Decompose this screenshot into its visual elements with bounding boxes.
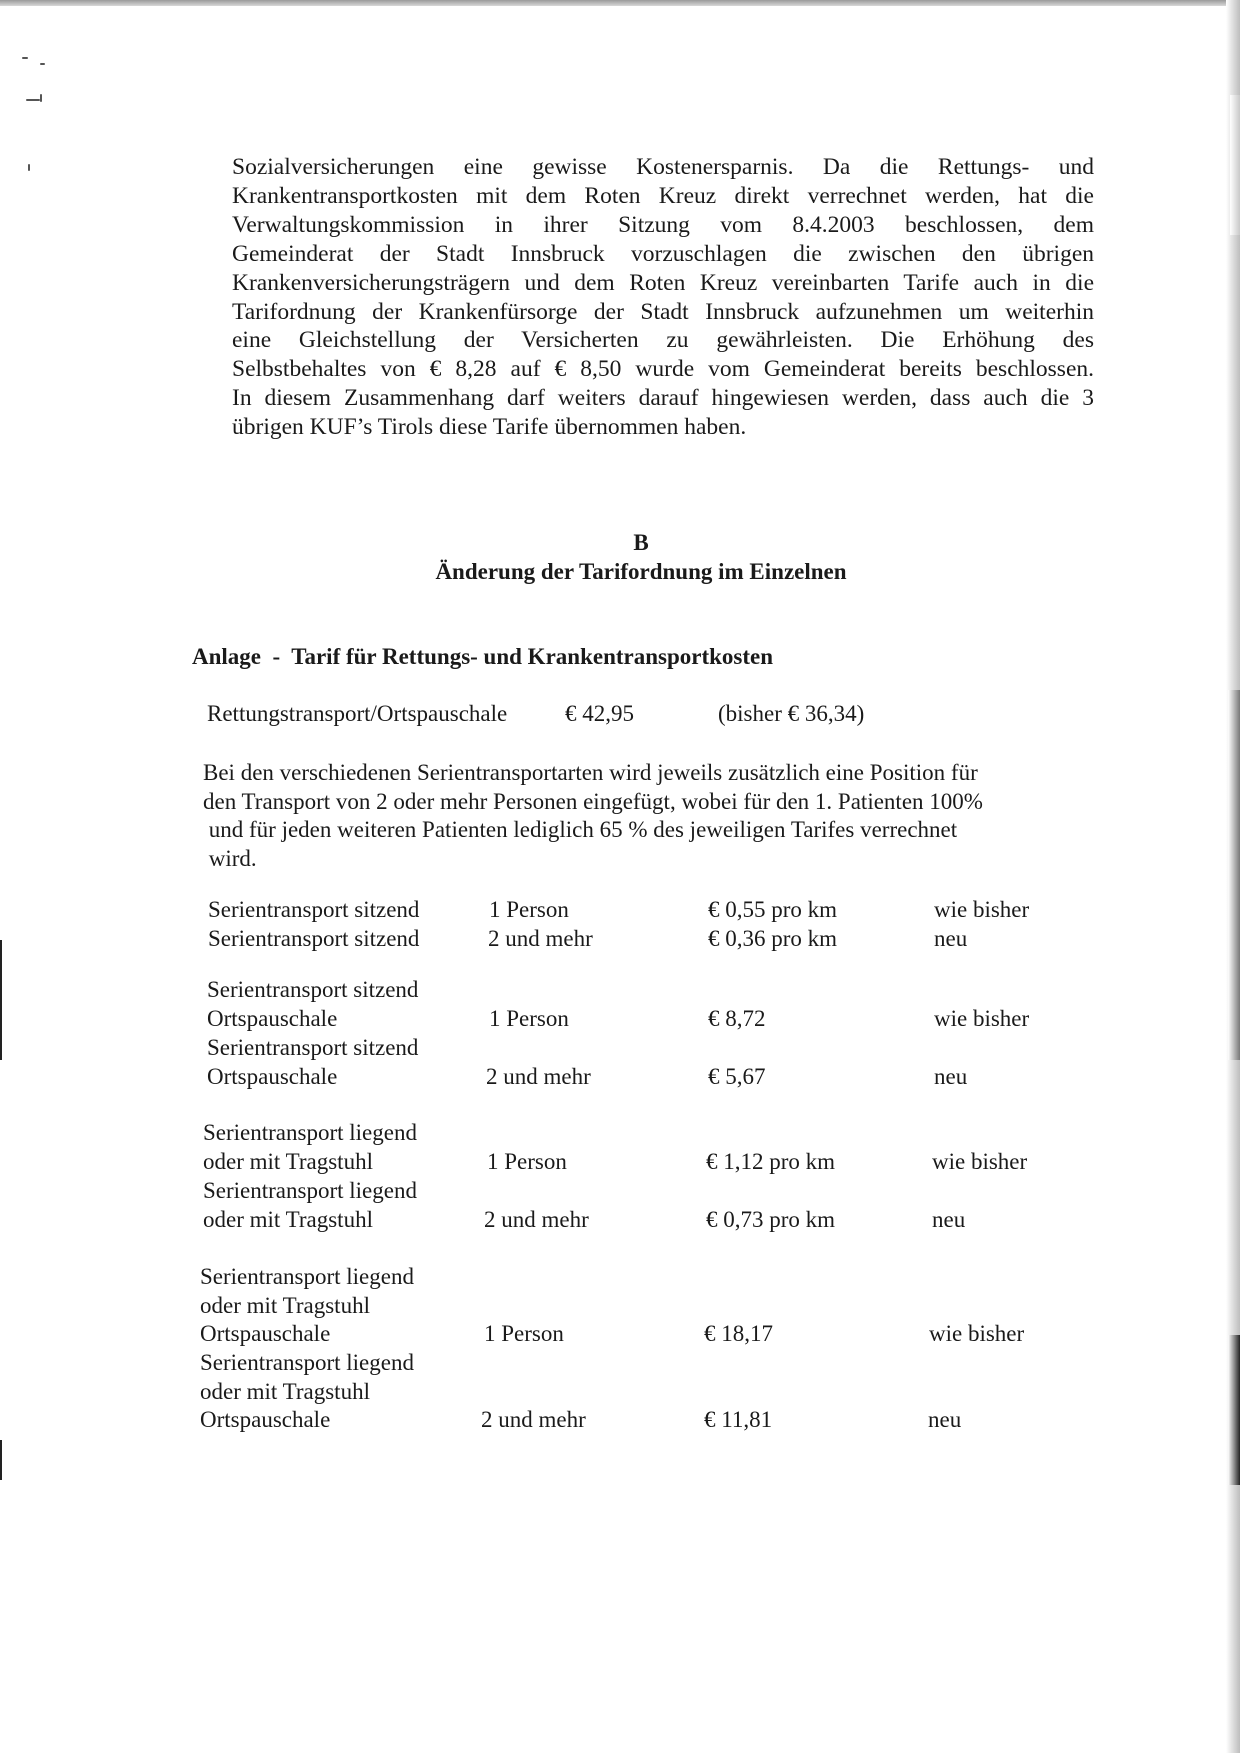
row-label-line: oder mit Tragstuhl	[200, 1292, 370, 1318]
scan-shadow-right-middle	[1228, 690, 1240, 1060]
row-label-line: Serientransport liegend	[200, 1350, 414, 1375]
row-label	[200, 1349, 414, 1435]
row-label-line: Serientransport liegend	[203, 1178, 417, 1203]
body-paragraph	[232, 153, 1094, 442]
paragraph-line: Tarifordnung der Krankenfürsorge der Stadt Innsbruck aufzunehmen um weiterhin	[232, 298, 1094, 325]
scan-speck	[40, 63, 45, 65]
row-status: neu	[932, 1207, 966, 1232]
paragraph-line: Gemeinderat der Stadt Innsbruck vorzuschlagen die zwischen den übrigen	[232, 240, 1094, 267]
row-price: € 11,81	[704, 1407, 773, 1432]
intro-line: den Transport von 2 oder mehr Personen eingefügt, wobei für den 1. Patienten 100%	[203, 788, 983, 814]
row-label-line: oder mit Tragstuhl	[203, 1148, 373, 1174]
row-label	[200, 1263, 414, 1349]
paragraph-line: Krankenversicherungsträgern und dem Roten Kreuz vereinbarten Tarife auch in die	[232, 269, 1094, 296]
paragraph-line: Krankentransportkosten mit dem Roten Kreuz direkt verrechnet werden, hat die	[232, 182, 1094, 209]
row-price: € 0,73 pro km	[706, 1207, 836, 1232]
row-price: € 0,36 pro km	[708, 926, 838, 951]
row-persons: 1 Person	[487, 1149, 567, 1174]
row-label	[207, 976, 418, 1033]
intro-line: und für jeden weiteren Patienten lediglich 65 % des jeweiligen Tarifes verrechnet	[203, 817, 958, 842]
intro-paragraph	[203, 759, 1083, 873]
row-persons: 1 Person	[484, 1321, 564, 1346]
row-label-line: Ortspauschale	[200, 1407, 331, 1433]
row-label-line: Serientransport liegend	[200, 1264, 414, 1289]
row-label-line: oder mit Tragstuhl	[200, 1378, 370, 1404]
row-label-line: Ortspauschale	[200, 1321, 331, 1347]
scan-shadow-right-bottom	[1228, 1335, 1240, 1485]
scan-line-left-1	[0, 940, 2, 1060]
row-label	[208, 925, 419, 954]
row-status: wie bisher	[934, 897, 1030, 922]
intro-line: Bei den verschiedenen Serientransportarten wird jeweils zusätzlich eine Position für	[203, 760, 978, 785]
row-label-line: Ortspauschale	[207, 1005, 338, 1031]
row-status: neu	[934, 1064, 968, 1089]
row-label-line: Serientransport sitzend	[207, 1035, 419, 1060]
row-label-line: Serientransport liegend	[203, 1120, 417, 1145]
row-label	[208, 896, 419, 925]
row-status: wie bisher	[932, 1149, 1028, 1174]
row-price: € 8,72	[708, 1006, 766, 1031]
section-title: Änderung der Tarifordnung im Einzelnen	[435, 559, 847, 584]
paragraph-line: In diesem Zusammenhang darf weiters darauf hingewiesen werden, dass auch die 3	[232, 385, 1094, 412]
paragraph-line: übrigen KUF’s Tirols diese Tarife übernommen haben.	[232, 414, 747, 441]
rettung-previous-price: (bisher € 36,34)	[718, 701, 865, 726]
scan-line-left-2	[0, 1440, 2, 1480]
row-persons: 2 und mehr	[481, 1407, 586, 1432]
scan-speck	[26, 99, 40, 101]
paragraph-line: Selbstbehaltes von € 8,28 auf € 8,50 wurde vom Gemeinderat bereits beschlossen.	[232, 356, 1094, 383]
row-price: € 5,67	[708, 1064, 766, 1089]
row-persons: 1 Person	[489, 897, 569, 922]
row-status: neu	[934, 926, 968, 951]
paragraph-line: eine Gleichstellung der Versicherten zu gewährleisten. Die Erhöhung des	[232, 327, 1094, 354]
paragraph-line: Verwaltungskommission in ihrer Sitzung vom 8.4.2003 beschlossen, dem	[232, 211, 1094, 238]
row-persons: 2 und mehr	[486, 1064, 591, 1089]
row-label	[207, 1034, 418, 1091]
row-persons: 2 und mehr	[484, 1207, 589, 1232]
row-persons: 1 Person	[489, 1006, 569, 1031]
scan-speck	[40, 94, 42, 102]
scan-edge-top	[0, 0, 1240, 6]
scan-speck	[28, 164, 30, 171]
rettung-label: Rettungstransport/Ortspauschale	[207, 701, 508, 726]
intro-line: wird.	[203, 845, 257, 871]
row-label-line: Serientransport sitzend	[207, 977, 419, 1002]
row-label	[203, 1119, 417, 1176]
row-status: wie bisher	[934, 1006, 1030, 1031]
row-label-line: Serientransport sitzend	[208, 897, 420, 922]
anlage-heading: Anlage - Tarif für Rettungs- und Krankentransportkosten	[192, 644, 774, 669]
row-persons: 2 und mehr	[488, 926, 593, 951]
row-price: € 0,55 pro km	[708, 897, 838, 922]
rettung-price: € 42,95	[565, 701, 634, 726]
row-status: wie bisher	[929, 1321, 1025, 1346]
paragraph-line: Sozialversicherungen eine gewisse Kostenersparnis. Da die Rettungs- und	[232, 154, 1094, 180]
row-label-line: Serientransport sitzend	[208, 926, 420, 951]
scan-speck	[22, 57, 28, 59]
row-price: € 18,17	[704, 1321, 773, 1346]
row-price: € 1,12 pro km	[706, 1149, 836, 1174]
scan-shadow-right-top	[1230, 95, 1240, 235]
section-letter: B	[633, 530, 649, 555]
row-label-line: oder mit Tragstuhl	[203, 1206, 373, 1232]
row-label	[203, 1177, 417, 1234]
row-label-line: Ortspauschale	[207, 1063, 338, 1089]
row-status: neu	[928, 1407, 962, 1432]
